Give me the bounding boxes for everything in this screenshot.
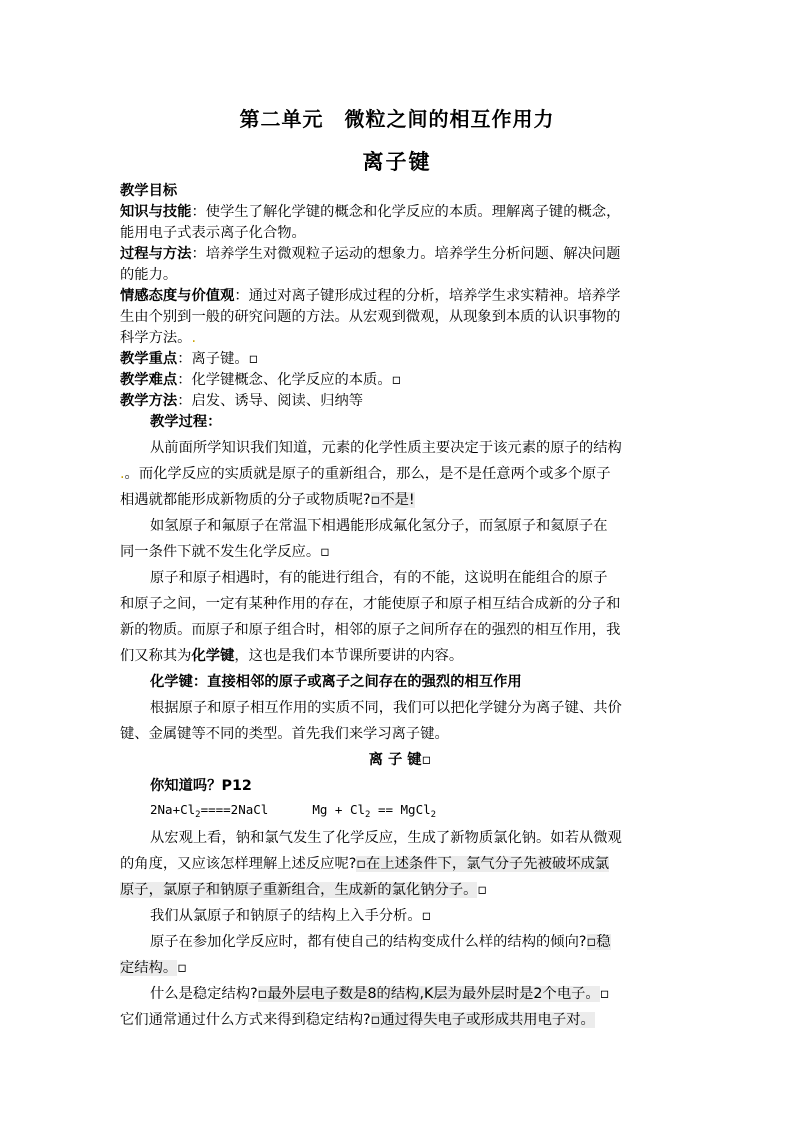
mark-icon: ▫	[586, 934, 597, 950]
process-line-1: 过程与方法：培养学生对微观粒子运动的想象力。培养学生分析问题、解决问题	[120, 246, 621, 262]
equations: $2Na+Cl_2====2NaCl$ $Mg + Cl_2$ == MgCl$_2$	[150, 802, 437, 820]
para-8-line-1: 什么是稳定结构?▫最外层电子数是8的结构,K层为最外层时是2个电子。▫	[150, 986, 610, 1002]
mark-icon: ▫	[370, 492, 381, 508]
mark-icon: ▫	[248, 351, 259, 367]
para-4-line-2: 键、金属键等不同的类型。首先我们来学习离子键。	[120, 726, 449, 742]
process-line-2: 的能力。	[120, 267, 178, 283]
para-7-line-1: 原子在参加化学反应时，都有使自己的结构变成什么样的结构的倾向?▫稳	[150, 934, 611, 950]
lesson-title: 离子键	[362, 149, 432, 174]
mark-icon: ▫	[320, 544, 330, 560]
mark-icon: ▫	[356, 856, 367, 872]
key-point: 教学重点：离子键。▫	[120, 351, 259, 367]
knowledge-line-1: 知识与技能：使学生了解化学键的概念和化学反应的本质。理解离子键的概念，	[120, 204, 621, 220]
definition: 化学键：直接相邻的原子或离子之间存在的强烈的相互作用	[150, 674, 522, 690]
para-1-line-2: .。而化学反应的实质就是原子的重新组合，那么，是不是任意两个或多个原子	[120, 466, 611, 482]
para-8-line-2: 它们通常通过什么方式来得到稳定结构?▫通过得失电子或形成共用电子对。	[120, 1012, 595, 1028]
para-1-line-1: 从前面所学知识我们知道，元素的化学性质主要决定于该元素的原子的结构	[150, 440, 622, 456]
objectives-heading: 教学目标	[120, 183, 178, 199]
section-title: 离 子 键▫	[368, 752, 432, 768]
mark-icon: ▫	[421, 908, 432, 924]
para-5-line-2: 的角度，又应该怎样理解上述反应呢?▫在上述条件下，氯气分子先被破坏成氯	[120, 856, 610, 872]
knowledge-line-2: 能用电子式表示离子化合物。	[120, 225, 306, 241]
para-3-line-2: 和原子之间，一定有某种作用的存在，才能使原子和原子相互结合成新的分子和	[120, 596, 621, 612]
process-heading: 教学过程：	[150, 414, 222, 430]
attitude-line-2: 生由个别到一般的研究问题的方法。从宏观到微观，从现象到本质的认识事物的	[120, 309, 621, 325]
para-3-line-4: 们又称其为化学键，这也是我们本节课所要讲的内容。	[120, 648, 464, 664]
difficulty: 教学难点：化学键概念、化学反应的本质。▫	[120, 372, 402, 388]
para-6: 我们从氯原子和钠原子的结构上入手分析。▫	[150, 908, 432, 924]
mark-icon: ▫	[177, 960, 187, 976]
mark-icon: ▫	[599, 986, 610, 1002]
unit-title: 第二单元 微粒之间的相互作用力	[239, 107, 555, 131]
para-5-line-1: 从宏观上看，钠和氯气发生了化学反应，生成了新物质氯化钠。如若从微观	[150, 830, 622, 846]
mark-icon: ▫	[421, 752, 432, 768]
para-1-line-3: 相遇就都能形成新物质的分子或物质呢?▫不是!	[120, 492, 415, 508]
para-5-line-3: 原子，氯原子和钠原子重新组合，生成新的氯化钠分子。▫	[120, 882, 488, 898]
attitude-line-1: 情感态度与价值观：通过对离子键形成过程的分析，培养学生求实精神。培养学	[120, 288, 621, 304]
para-2-line-2: 同一条件下就不发生化学反应。▫	[120, 544, 330, 560]
mark-icon: ▫	[477, 882, 488, 898]
mark-icon: ▫	[391, 372, 402, 388]
did-you-know: 你知道吗？P12	[150, 778, 252, 794]
mark-icon: ▫	[257, 986, 268, 1002]
para-7-line-2: 定结构。▫	[120, 960, 187, 976]
para-3-line-3: 新的物质。而原子和原子组合时，相邻的原子之间所存在的强烈的相互作用，我	[120, 622, 621, 638]
teaching-method: 教学方法：启发、诱导、阅读、归纳等	[120, 393, 364, 409]
attitude-line-3: 科学方法。.	[120, 330, 197, 346]
para-2-line-1: 如氢原子和氟原子在常温下相遇能形成氟化氢分子，而氢原子和氦原子在	[150, 518, 608, 534]
para-4-line-1: 根据原子和原子相互作用的实质不同，我们可以把化学键分为离子键、共价	[150, 700, 622, 716]
para-3-line-1: 原子和原子相遇时，有的能进行组合，有的不能，这说明在能组合的原子	[150, 570, 608, 586]
mark-icon: ▫	[370, 1012, 381, 1028]
